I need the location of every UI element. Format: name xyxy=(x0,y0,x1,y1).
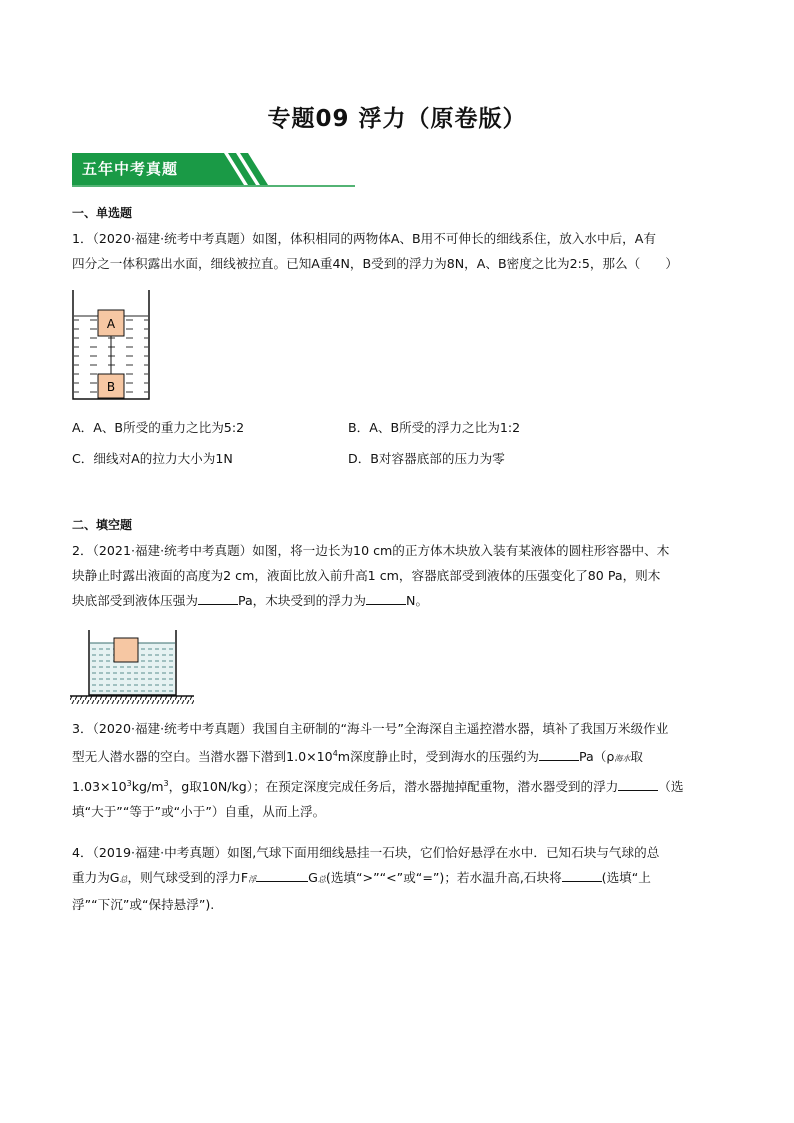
q3-line4: 填“大于”“等于”或“小于”）自重，从而上浮。 xyxy=(72,804,326,820)
q4-line2: 重力为G总，则气球受到的浮力F浮 G总(选填“>”“<”或“=”)；若水温升高,石块将 (选填“上 xyxy=(72,870,651,885)
q4-line3: 浮”“下沉”或“保持悬浮”). xyxy=(72,897,215,912)
question-1 xyxy=(72,226,732,276)
q2-line2: 块静止时露出液面的高度为2 cm，液面比放入前升高1 cm，容器底部受到液体的压强变化了80 Pa，则木 xyxy=(72,568,661,583)
q3-line1: 3．（2020·福建·统考中考真题）我国自主研制的“海斗一号”全海深自主遥控潜水器，填补了我国万米级作业 xyxy=(72,721,669,736)
q1-line1: 1．（2020·福建·统考中考真题）如图，体积相同的两物体A、B用不可伸长的细线系住，放入水中后，A有 xyxy=(72,231,656,246)
q2-line1: 2．（2021·福建·统考中考真题）如图，将一边长为10 cm的正方体木块放入装有某液体的圆柱形容器中、木 xyxy=(72,543,670,558)
q3-blank-1[interactable] xyxy=(539,748,579,761)
q2-text-a: 块底部受到液体压强为 xyxy=(72,593,198,608)
q1-option-c: C．细线对A的拉力大小为1N xyxy=(72,451,233,466)
q2-text-c: N。 xyxy=(406,593,429,608)
q2-text-b: Pa，木块受到的浮力为 xyxy=(237,593,367,608)
section-heading-fill-blank: 二、填空题 xyxy=(72,518,133,532)
q1-figure xyxy=(70,288,152,402)
q2-blank-1[interactable] xyxy=(198,592,238,605)
page-title: 专题09 浮力（原卷版） xyxy=(267,106,527,132)
q4-blank-1[interactable] xyxy=(256,869,308,882)
q2-wood-block xyxy=(114,638,138,662)
q1-option-b: B．A、B所受的浮力之比为1:2 xyxy=(348,420,521,435)
q2-blank-2[interactable] xyxy=(366,592,406,605)
q1-option-a: A．A、B所受的重力之比为5:2 xyxy=(72,420,245,435)
q1-line2: 四分之一体积露出水面，细线被拉直。已知A重4N，B受到的浮力为8N，A、B密度之比为2:5，那么（ ） xyxy=(72,256,678,271)
q2-figure xyxy=(70,628,194,708)
q2-line3 xyxy=(72,588,732,613)
q1-label-b: B xyxy=(106,380,116,394)
banner-label: 五年中考真题 xyxy=(82,160,179,178)
question-3 xyxy=(72,716,732,824)
q1-label-a: A xyxy=(106,317,116,331)
section-heading-single-choice: 一、单选题 xyxy=(72,206,133,220)
q4-blank-2[interactable] xyxy=(562,869,602,882)
q3-line2: 型无人潜水器的空白。当潜水器下潜到$1.0\times 10^4m$深度静止时，受到海水的压强约为 Pa（ρ海水取 xyxy=(72,749,643,765)
question-4 xyxy=(72,840,732,917)
q3-line3: $1.03\times 10^3kg/m^3$，g取10N/kg）；在预定深度完成任务后，潜水器抛掉配重物，潜水器受到的浮力 （选 xyxy=(72,779,684,795)
q3-blank-2[interactable] xyxy=(618,778,658,791)
q4-line1: 4．（2019·福建·中考真题）如图,气球下面用细线悬挂一石块，它们恰好悬浮在水中．已知石块与气球的总 xyxy=(72,845,660,860)
question-2 xyxy=(72,538,732,613)
q1-option-d: D．B对容器底部的压力为零 xyxy=(348,451,505,466)
